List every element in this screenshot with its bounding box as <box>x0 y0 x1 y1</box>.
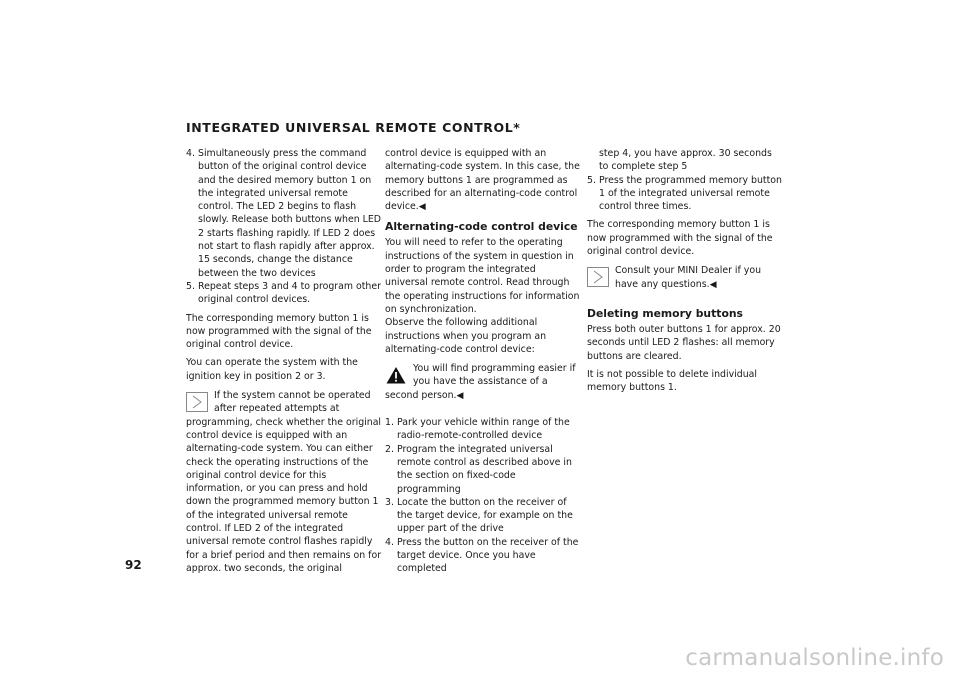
note-triangle-icon <box>587 267 609 287</box>
paragraph: You will need to refer to the operating instructions of the system in question in order to program the integrated universal remote control. Read through the operating instructions for information on synchronization. <box>385 237 580 315</box>
section-header: INTEGRATED UNIVERSAL REMOTE CONTROL* <box>186 120 521 135</box>
paragraph: You can operate the system with the ignition key in position 2 or 3. <box>186 357 358 382</box>
note-block <box>186 389 382 575</box>
list-number: 3. <box>385 496 394 508</box>
list-item <box>587 174 783 214</box>
steps-list-1 <box>186 147 382 307</box>
list-item <box>186 280 382 307</box>
warning-icon <box>385 365 407 385</box>
list-item <box>385 416 581 443</box>
list-text: Press the programmed memory button 1 of the integrated universal remote control three times. <box>599 174 782 213</box>
column-2 <box>385 147 581 581</box>
warning-block <box>385 362 581 403</box>
end-mark-icon: ◀ <box>709 279 717 290</box>
steps-list-3 <box>587 174 783 214</box>
list-number: 1. <box>385 417 394 429</box>
page-number: 92 <box>125 558 142 572</box>
paragraph: Press both outer buttons 1 for approx. 20 seconds until LED 2 flashes: all memory buttons are cleared. <box>587 323 781 362</box>
heading-deleting-memory: Deleting memory buttons <box>587 306 743 320</box>
list-text: Press the button on the receiver of the target device. Once you have completed <box>397 536 579 575</box>
paragraph: It is not possible to delete individual memory buttons 1. <box>587 368 757 394</box>
note-block <box>587 264 783 292</box>
list-text: Simultaneously press the command button of the original control device and the desired memory button 1 on the integrated universal remote control. The LED 2 begins to flash slowly. Release both buttons when LED 2 starts flashing rapidly. If LED 2 does not start to flash rapidly after approx. 15 seconds, change the distance between the two devices <box>198 148 382 279</box>
paragraph: Observe the following additional instructions when you program an alternating-code control device: <box>385 317 547 355</box>
paragraph-text: control device is equipped with an alternating-code system. In this case, the memory buttons 1 are programmed as described for an alternating-code control device. <box>385 148 580 213</box>
paragraph: The corresponding memory button 1 is now programmed with the signal of the original control device. <box>186 312 372 351</box>
list-number: 5. <box>186 280 195 292</box>
note-text: If the system cannot be operated after repeated attempts at programming, check whether the original control device is equipped with an alternating-code system. You can either check the operating instructions of the original control device for this information, or you can press and hold down the programmed memory button 1 of the integrated universal remote control. If LED 2 of the integrated universal remote control flashes rapidly for a brief period and then remains on for approx. two seconds, the original <box>186 390 382 574</box>
list-continuation: step 4, you have approx. 30 seconds to complete step 5 <box>599 148 772 173</box>
list-item <box>385 496 581 536</box>
list-text: Locate the button on the receiver of the target device, for example on the upper part of the drive <box>397 496 573 535</box>
end-mark-icon: ◀ <box>456 390 464 401</box>
list-number: 2. <box>385 443 394 455</box>
heading-alternating-code: Alternating-code control device <box>385 220 578 234</box>
end-mark-icon: ◀ <box>418 202 426 213</box>
paragraph: The corresponding memory button 1 is now programmed with the signal of the original control device. <box>587 219 773 258</box>
watermark: carmanualsonline.info <box>685 645 944 671</box>
steps-list-2 <box>385 416 581 576</box>
note-triangle-icon <box>186 392 208 412</box>
column-3 <box>587 147 783 399</box>
list-text: Park your vehicle within range of the radio-remote-controlled device <box>397 417 570 442</box>
column-1 <box>186 147 382 580</box>
list-item <box>186 147 382 280</box>
note-text: Consult your MINI Dealer if you have any questions. <box>615 265 762 290</box>
warning-text: You will find programming easier if you have the assistance of a second person. <box>385 363 576 401</box>
list-item <box>385 443 581 496</box>
list-number: 4. <box>186 148 195 159</box>
list-number: 4. <box>385 536 394 548</box>
paragraph <box>385 147 581 214</box>
list-text: Program the integrated universal remote control as described above in the section on fixed-code programming <box>397 443 572 495</box>
list-number: 5. <box>587 174 596 186</box>
list-item <box>385 536 581 576</box>
list-text: Repeat steps 3 and 4 to program other original control devices. <box>198 280 381 306</box>
